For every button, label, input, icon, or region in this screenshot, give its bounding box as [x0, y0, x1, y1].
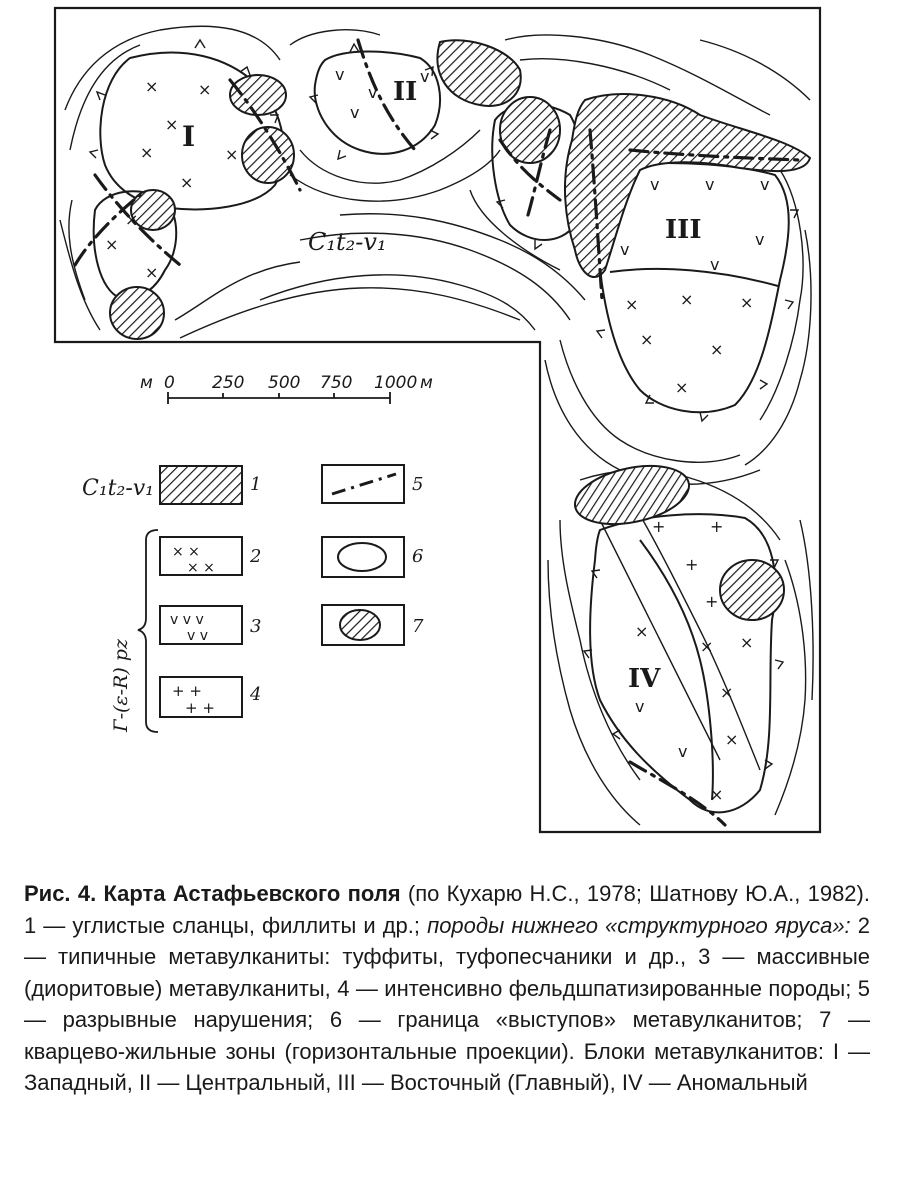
- svg-text:+ +: + +: [185, 699, 215, 717]
- svg-text:v: v: [705, 175, 715, 194]
- hatched-zones: [110, 40, 810, 620]
- svg-text:×: ×: [180, 173, 194, 192]
- svg-text:×: ×: [720, 683, 734, 702]
- scale-tick-label: 1000: [374, 373, 418, 393]
- legend-swatch-1: [160, 466, 242, 504]
- legend-number-2: 2: [250, 546, 262, 567]
- quartz-vein-zone: [230, 75, 286, 115]
- scale-tick-label: 0: [164, 373, 175, 393]
- svg-text:×: ×: [145, 77, 159, 96]
- scale-tick-label: 500: [268, 373, 301, 393]
- svg-text:×: ×: [165, 115, 179, 134]
- svg-text:v: v: [635, 697, 645, 716]
- caption-source: (по Кухарю Н.С., 1978; Шатнову Ю.А., 1982). 1 — углистые сланцы, филлиты и др.;: [24, 881, 870, 938]
- scale-tick-label: 750: [320, 373, 353, 393]
- fault-line: [75, 195, 140, 265]
- quartz-vein-zone: [720, 560, 784, 620]
- block-III-label: III: [665, 215, 702, 245]
- svg-text:+: +: [652, 517, 666, 536]
- svg-text:×: ×: [635, 622, 649, 641]
- svg-text:×: ×: [680, 290, 694, 309]
- svg-text:+: +: [705, 592, 719, 611]
- svg-text:v: v: [420, 67, 430, 86]
- block-III-middle-line: [610, 269, 778, 286]
- svg-text:v: v: [678, 742, 688, 761]
- legend-bracket-label: Г-(ε-R) pz: [110, 639, 132, 732]
- caption-figure-title: Рис. 4. Карта Астафьевского поля: [24, 881, 401, 906]
- caption-legend-text: 2 — типичные метавулканиты: туффиты, туфопесчаники и др., 3 — массивные (диоритовые) метавулканиты, 4 — интенсивно фельдшпатизированные породы; 5 — разрывные нарушения; 6 — граница «выступов» метавулканитов; 7 — кварцево-жильные зоны (горизонтальные проекции). Блоки метавулканитов: I — Западный, II — Центральный, III — Восточный (Главный), IV — Аномальный: [24, 912, 870, 1095]
- svg-text:v: v: [760, 175, 770, 194]
- svg-text:×: ×: [740, 633, 754, 652]
- svg-text:v v v: v v v: [170, 612, 204, 628]
- quartz-vein-zone: [570, 457, 695, 534]
- svg-text:×: ×: [640, 330, 654, 349]
- svg-text:v: v: [350, 103, 360, 122]
- svg-text:×: ×: [198, 80, 212, 99]
- svg-text:v: v: [710, 255, 720, 274]
- svg-text:×: ×: [145, 263, 159, 282]
- svg-text:×: ×: [725, 730, 739, 749]
- svg-text:v: v: [368, 83, 378, 102]
- scale-tick-label: 250: [212, 373, 245, 393]
- svg-text:×: ×: [105, 235, 119, 254]
- svg-text:v: v: [755, 230, 765, 249]
- coal-shale-unit: [437, 40, 520, 106]
- svg-text:+ +: + +: [172, 682, 202, 700]
- block-IV-label: IV: [628, 664, 661, 694]
- svg-text:× ×: × ×: [172, 544, 200, 560]
- svg-text:v: v: [335, 65, 345, 84]
- svg-text:×: ×: [700, 637, 714, 656]
- quartz-vein-zone: [242, 127, 294, 183]
- legend-number-6: 6: [412, 546, 424, 567]
- svg-text:v: v: [650, 175, 660, 194]
- block-I-label: I: [182, 120, 196, 153]
- svg-text:×: ×: [140, 143, 154, 162]
- scale-unit-right: м: [420, 373, 433, 393]
- svg-text:×: ×: [675, 378, 689, 397]
- legend: [82, 465, 424, 733]
- coal-shale-unit: [565, 94, 810, 277]
- formation-label: C₁t₂-v₁: [308, 228, 387, 256]
- block-IV-outline: [590, 514, 775, 812]
- svg-text:+: +: [710, 517, 724, 536]
- legend-number-4: 4: [250, 684, 262, 705]
- svg-text:× ×: × ×: [187, 560, 215, 576]
- legend-number-5: 5: [412, 474, 424, 495]
- legend-formation-label: C₁t₂-v₁: [82, 476, 154, 501]
- svg-text:v v: v v: [187, 628, 209, 644]
- legend-number-3: 3: [250, 616, 262, 637]
- svg-text:×: ×: [225, 145, 239, 164]
- legend-number-7: 7: [412, 616, 424, 637]
- svg-text:×: ×: [625, 295, 639, 314]
- scale-unit-left: м: [140, 373, 153, 393]
- svg-text:+: +: [685, 555, 699, 574]
- scale-bar: [140, 373, 433, 404]
- legend-number-1: 1: [250, 474, 262, 495]
- svg-text:×: ×: [740, 293, 754, 312]
- svg-text:×: ×: [125, 210, 139, 229]
- svg-text:v: v: [620, 240, 630, 259]
- caption-italic: породы нижнего «структурного яруса»:: [427, 912, 851, 938]
- block-II-label: II: [393, 77, 418, 107]
- legend-bracket: [138, 530, 158, 732]
- quartz-vein-zone: [110, 287, 164, 339]
- svg-text:×: ×: [710, 785, 724, 804]
- figure-caption: [24, 878, 870, 1099]
- svg-text:×: ×: [710, 340, 724, 359]
